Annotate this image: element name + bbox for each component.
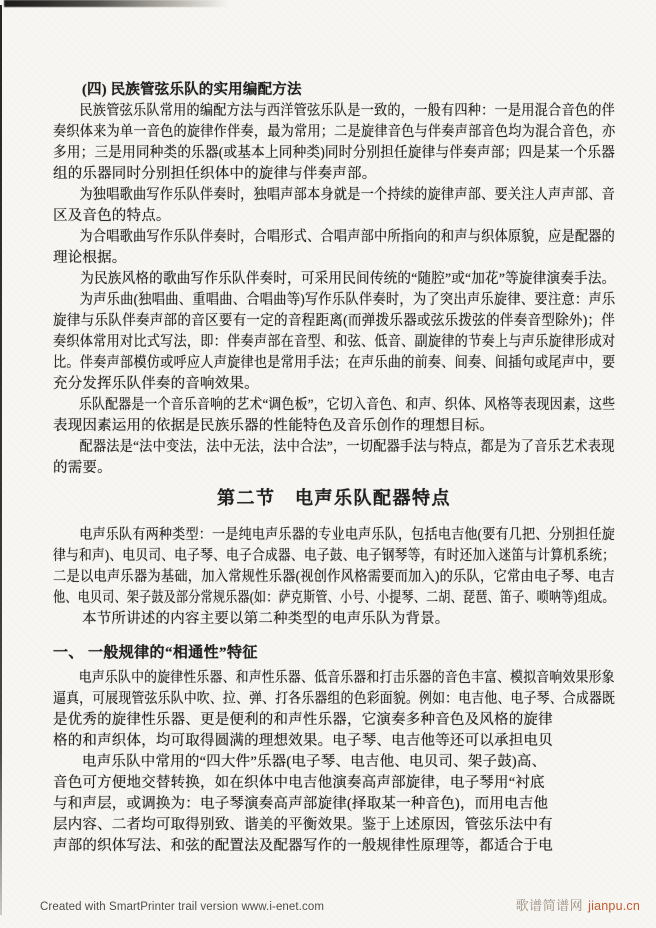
text-line: 音色可方便地交替转换，如在织体中电吉他演奏高声部旋律，电子琴用“衬底 <box>53 775 545 791</box>
text-line: 层内容、二者均可取得别致、谐美的平衡效果。鉴于上述原因，管弦乐法中有 <box>53 817 553 833</box>
printer-watermark-text: Created with SmartPrinter trail version www.i-enet.com <box>40 901 325 913</box>
text-line: 旋律与乐队伴奏声部的音区要有一定的音程距离(而弹拨乐器或弦乐拨弦的伴奏音型除外)；伴 <box>53 313 616 329</box>
page-footer <box>0 895 656 914</box>
text-line: 多用；三是用同种类的乐器(或基本上同种类)同时分别担任旋律与伴奏声部；四是某一个乐器 <box>53 145 616 161</box>
text-line: 为民族风格的歌曲写作乐队伴奏时，可采用民间传统的“随腔”或“加花”等旋律演奏手法。 <box>80 271 616 287</box>
text-column <box>53 80 615 857</box>
scan-smudge-artifact <box>4 0 229 7</box>
text-line: 二是以电声乐器为基础，加入常规性乐器(视创作风格需要而加入)的乐队，它常由电子琴、电吉 <box>53 569 615 585</box>
text-line: 区及音色的特点。 <box>53 208 171 224</box>
text-line: 配器法是“法中变法，法中无法，法中合法”，一切配器手法与特点，都是为了音乐艺术表现 <box>79 439 615 455</box>
text-line: 本节所讲述的内容主要以第二种类型的电声乐队为背景。 <box>82 611 450 627</box>
text-line: 为声乐曲(独唱曲、重唱曲、合唱曲等)写作乐队伴奏时，为了突出声乐旋律、要注意：声乐 <box>79 292 616 308</box>
sub-heading: 一、 一般规律的“相通性”特征 <box>53 645 258 661</box>
text-line: 比。伴奏声部模仿或呼应人声旋律也是常用手法；在声乐曲的前奏、间奏、间插句或尾声中，要 <box>53 355 616 371</box>
text-line: 电声乐队有两种类型：一是纯电声乐器的专业电声乐队，包括电吉他(要有几把、分别担任旋 <box>79 527 616 543</box>
text-line: 民族管弦乐队常用的编配方法与西洋管弦乐队是一致的，一般有四种：一是用混合音色的伴 <box>79 103 615 119</box>
section-title: 第二节 电声乐队配器特点 <box>217 488 451 508</box>
text-line: 电声乐队中常用的“四大件”乐器(电子琴、电吉他、电贝司、架子鼓)高、 <box>82 754 547 770</box>
paragraph-heading: (四) 民族管弦乐队的实用编配方法 <box>82 82 302 98</box>
text-line: 格的和声织体，均可取得圆满的理想效果。电子琴、电吉他等还可以承担电贝 <box>53 733 553 749</box>
text-line: 乐队配器是一个音乐音响的艺术“调色板”，它切入音色、和声、织体、风格等表现因素，这些 <box>78 397 616 413</box>
scan-edge-line <box>0 5 2 915</box>
text-line: 电声乐队中的旋律性乐器、和声性乐器、低音乐器和打击乐器的音色丰富、模拟音响效果形象 <box>78 670 615 686</box>
text-line: 充分发挥乐队伴奏的音响效果。 <box>53 376 259 392</box>
text-line: 律与和声)、电贝司、电子琴、电子合成器、电子鼓、电子钢琴等，有时还加入迷笛与计算机系统； <box>53 548 616 564</box>
text-line: 理论根据。 <box>53 250 127 266</box>
text-line: 为独唱歌曲写作乐队伴奏时，独唱声部本身就是一个持续的旋律声部、要关注人声声部、音 <box>79 187 615 203</box>
text-line: 组的乐器同时分别担任织体中的旋律与伴奏声部。 <box>53 166 377 182</box>
text-line: 奏织体来为单一音色的旋律作伴奏，最为常用；二是旋律音色与伴奏声部音色均为混合音色，亦 <box>53 124 616 140</box>
text-line: 是优秀的旋律性乐器、更是便利的和声性乐器，它演奏多种音色及风格的旋律 <box>53 712 553 728</box>
site-name-text: 歌谱简谱网 <box>515 898 584 913</box>
text-line: 的需要。 <box>53 460 112 476</box>
text-line: 表现因素运用的依据是民族乐器的性能特色及音乐创作的理想目标。 <box>53 418 494 434</box>
text-line: 逼真，可展现管弦乐队中吹、拉、弹、打各乐器组的色彩面貌。例如：电吉他、电子琴、合成器既 <box>53 691 616 707</box>
site-domain-text: jianpu.cn <box>588 899 640 913</box>
text-line: 为合唱歌曲写作乐队伴奏时，合唱形式、合唱声部中所指向的和声与织体原貌，应是配器的 <box>79 229 615 245</box>
text-line: 奏织体常用对比式写法，即：伴奏声部在音型、和弦、低音、副旋律的节奏上与声乐旋律形成对 <box>53 334 616 350</box>
text-line: 他、电贝司、架子鼓及部分常规乐器(如：萨克斯管、小号、小提琴、二胡、琵琶、笛子、唢呐等)组成。 <box>53 590 615 606</box>
site-watermark <box>516 895 640 914</box>
text-line: 声部的织体写法、和弦的配置法及配器写作的一般规律性原理等，都适合于电 <box>53 838 553 854</box>
text-line: 与和声层，或调换为：电子琴演奏高声部旋律(择取某一种音色)，而用电吉他 <box>53 796 549 812</box>
